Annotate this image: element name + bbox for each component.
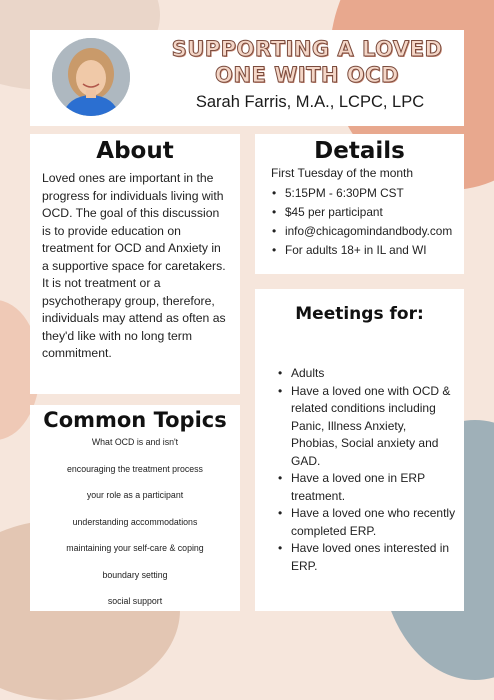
about-card (30, 134, 240, 394)
topics-heading: Common Topics (43, 408, 227, 432)
topics-card (30, 405, 240, 611)
meetings-list (255, 365, 464, 575)
topic-item: boundary setting (102, 569, 168, 580)
details-heading: Details (314, 138, 405, 164)
meetings-item: • Have a loved one who recently completed ERP. (291, 505, 456, 540)
header-card (30, 30, 464, 126)
topic-item: social support (107, 596, 163, 606)
meetings-card (255, 289, 464, 611)
meetings-item: • Adults (291, 365, 456, 383)
topic-item: maintaining your self-care & coping (66, 543, 204, 553)
details-card (255, 134, 464, 274)
presenter-name: Sarah Farris, M.A., LCPC, LPC (195, 93, 425, 111)
details-eligibility: • For adults 18+ in IL and WI (285, 241, 464, 260)
details-schedule: First Tuesday of the month (271, 166, 414, 180)
presenter-photo-icon (52, 38, 130, 116)
topic-item: What OCD is and isn't (91, 437, 179, 447)
meetings-item: • Have a loved one in ERP treatment. (291, 470, 456, 505)
about-description: Loved ones are important in the progress for individuals living with OCD. The goal of this discussion is to provide education on treatment for OCD and Anxiety in a supportive space for caretakers. It is not treatment or a psychotherapy group, therefore, individuals may attend as often as they'd like with no long term commitment. (42, 171, 226, 360)
meetings-item: • Have a loved one with OCD & related conditions including Panic, Illness Anxiety, Phobias, Social anxiety and GAD. (291, 383, 456, 471)
topic-item: understanding accommodations (72, 516, 198, 527)
topics-list (30, 435, 240, 621)
topic-item: your role as a participant (86, 490, 184, 500)
meetings-item: • Have loved ones interested in ERP. (291, 540, 456, 575)
details-list (255, 184, 464, 260)
details-price: • $45 per participant (285, 203, 464, 222)
topic-item: encouraging the treatment process (67, 463, 203, 474)
about-heading: About (96, 138, 174, 164)
event-title: SUPPORTING A LOVED ONE WITH OCD (171, 37, 443, 87)
avatar (52, 38, 130, 116)
details-time: • 5:15PM - 6:30PM CST (285, 184, 464, 203)
meetings-heading: Meetings for: (295, 304, 424, 324)
details-email: • info@chicagomindandbody.com (285, 222, 464, 241)
